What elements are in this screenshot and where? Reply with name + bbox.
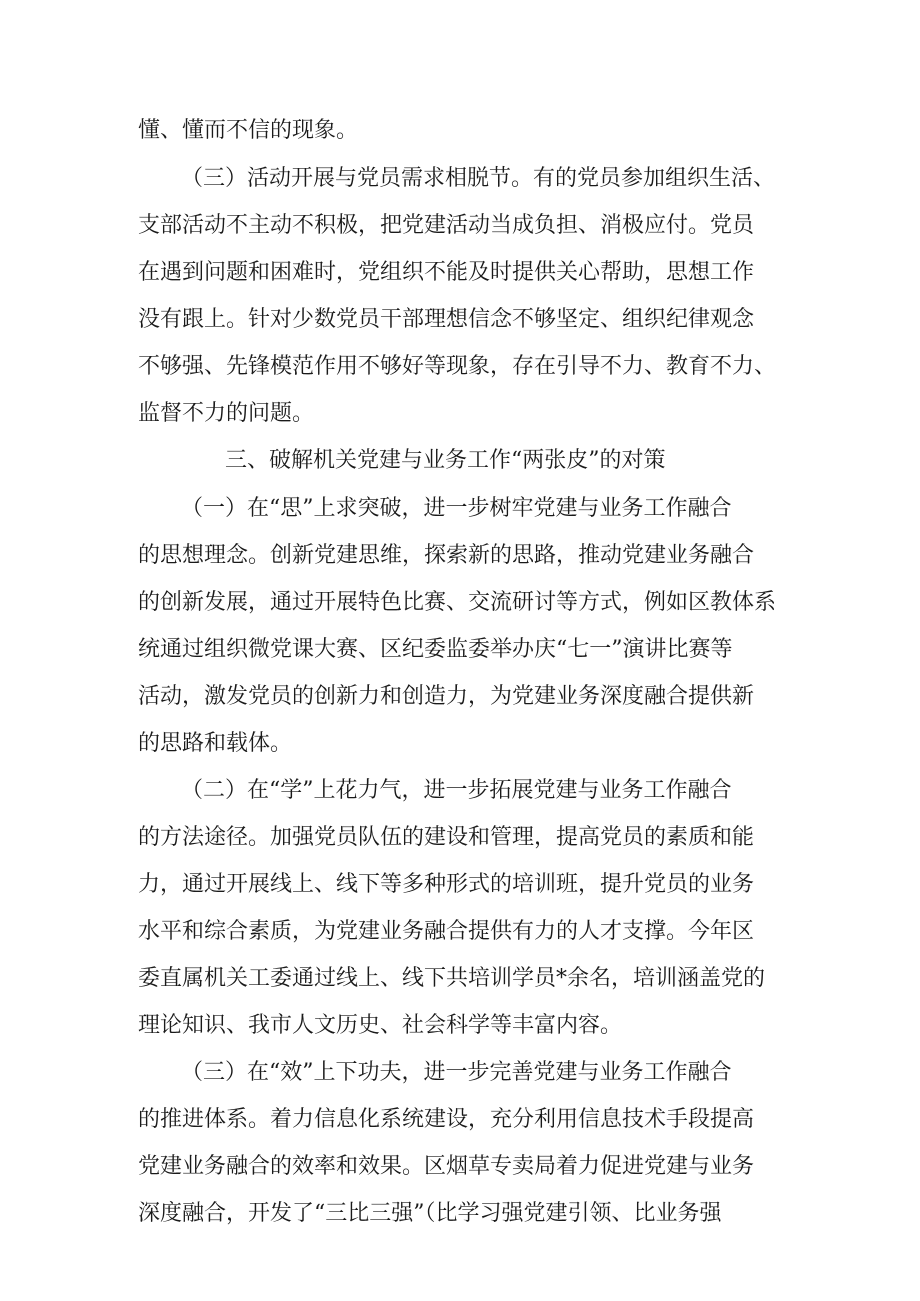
text-line: 支部活动不主动不积极，把党建活动当成负担、消极应付。党员 [138, 213, 755, 238]
text-line: 的方法途径。加强党员队伍的建设和管理，提高党员的素质和能 [138, 825, 755, 850]
section-heading: 三、破解机关党建与业务工作“两张皮”的对策 [225, 448, 666, 473]
text-line: 统通过组织微党课大赛、区纪委监委举办庆“七一”演讲比赛等 [138, 637, 733, 662]
text-line: 的创新发展，通过开展特色比赛、交流研讨等方式，例如区教体系 [138, 590, 777, 615]
text-line: 的思路和载体。 [138, 731, 293, 756]
text-line: 不够强、先锋模范作用不够好等现象，存在引导不力、教育不力、 [138, 354, 777, 379]
text-line: 在遇到问题和困难时，党组织不能及时提供关心帮助，思想工作 [138, 260, 755, 285]
paragraph-start-line: （三）在“效”上下功夫，进一步完善党建与业务工作融合 [181, 1060, 732, 1085]
text-line: 没有跟上。针对少数党员干部理想信念不够坚定、组织纪律观念 [138, 307, 755, 332]
text-line: 懂、懂而不信的现象。 [138, 118, 359, 143]
text-line: 水平和综合素质，为党建业务融合提供有力的人才支撑。今年区 [138, 919, 755, 944]
text-line: 委直属机关工委通过线上、线下共培训学员*余名，培训涵盖党的 [138, 966, 766, 991]
text-line: 活动，激发党员的创新力和创造力，为党建业务深度融合提供新 [138, 684, 755, 709]
text-line: 力，通过开展线上、线下等多种形式的培训班，提升党员的业务 [138, 872, 755, 897]
text-line: 的思想理念。创新党建思维，探索新的思路，推动党建业务融合 [138, 543, 755, 568]
paragraph-start-line: （二）在“学”上花力气，进一步拓展党建与业务工作融合 [181, 778, 732, 803]
paragraph-start-line: （一）在“思”上求突破，进一步树牢党建与业务工作融合 [181, 496, 732, 521]
text-line: 理论知识、我市人文历史、社会科学等丰富内容。 [138, 1013, 623, 1038]
text-line: 的推进体系。着力信息化系统建设，充分利用信息技术手段提高 [138, 1107, 755, 1132]
paragraph-start-line: （三）活动开展与党员需求相脱节。有的党员参加组织生活、 [181, 166, 776, 191]
text-line: 党建业务融合的效率和效果。区烟草专卖局着力促进党建与业务 [138, 1154, 755, 1179]
text-line: 深度融合，开发了“三比三强”（比学习强党建引领、比业务强 [138, 1201, 722, 1226]
text-line: 监督不力的问题。 [138, 401, 315, 426]
